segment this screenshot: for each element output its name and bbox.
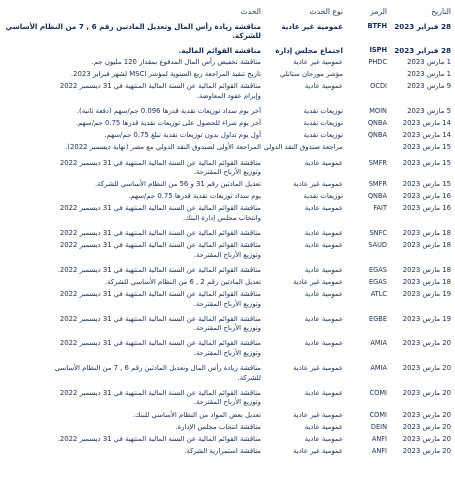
event-line: مناقشة القوائم المالية عن السنة المالية المنتهية في 31 ديسمبر 2022	[59, 204, 261, 213]
ticker-symbol: BTFH	[367, 21, 387, 30]
event-description	[4, 158, 261, 178]
event-date: 14 مارس 2023	[402, 131, 451, 140]
event-type: عمومية عادية	[304, 204, 343, 213]
event-description	[4, 388, 261, 408]
event-line: المراجعة الأولى لصندوق النقد الدولي مع مصر (نهاية ديسمبر 2022).	[65, 143, 261, 152]
event-date: 20 مارس 2023	[402, 422, 451, 431]
event-line: للشركة.	[232, 31, 261, 41]
event-description	[4, 131, 261, 141]
event-description	[4, 339, 261, 359]
ticker-symbol: AMIA	[370, 364, 387, 373]
ticker-symbol: ANFI	[371, 446, 387, 455]
event-description	[4, 204, 261, 224]
table-row	[4, 58, 451, 68]
event-line: مناقشة استمرارية الشركة.	[184, 446, 261, 455]
event-description	[4, 82, 261, 102]
event-type: عمومية غير عادية	[293, 180, 343, 189]
table-row	[4, 158, 451, 178]
event-type: مؤشر مورجان ستانلي	[279, 70, 343, 79]
event-type: عمومية عادية	[304, 422, 343, 431]
table-row	[4, 70, 451, 80]
event-type: عمومية عادية	[304, 339, 343, 348]
ticker-symbol: DEIN	[370, 422, 387, 431]
ticker-symbol: ISPH	[369, 46, 387, 55]
event-line: مناقشة زيادة رأس المال وتعديل المادتين رقم 6 , 7 من النظام الأساسي	[5, 21, 261, 31]
event-line: مناقشة القوائم المالية عن السنة المالية المنتهية في 31 ديسمبر 2022	[59, 290, 261, 299]
table-row	[4, 339, 451, 359]
table-body	[4, 21, 451, 456]
table-header	[4, 2, 451, 16]
event-line: مناقشة القوائم المالية عن السنة المالية المنتهية في 31 ديسمبر 2022	[59, 229, 261, 238]
table-row	[4, 364, 451, 384]
event-date: 18 مارس 2023	[402, 229, 451, 238]
table-row	[4, 204, 451, 224]
event-type: عمومية غير عادية	[293, 410, 343, 419]
table-row	[4, 180, 451, 190]
event-type: توزيعات نقدية	[303, 119, 343, 128]
event-date: 16 مارس 2023	[402, 192, 451, 201]
event-description	[4, 422, 261, 432]
event-line: مناقشة القوائم المالية عن السنة المالية المنتهية في 31 ديسمبر 2022	[59, 388, 261, 397]
ticker-symbol: MOIN	[369, 107, 387, 116]
event-date: 20 مارس 2023	[402, 339, 451, 348]
event-date: 20 مارس 2023	[402, 388, 451, 397]
ticker-symbol: QNBA	[367, 192, 387, 201]
header-date: التاريخ	[431, 7, 451, 16]
event-date: 15 مارس 2023	[402, 158, 451, 167]
event-description	[4, 143, 261, 153]
table-row	[4, 143, 451, 153]
table-row	[4, 265, 451, 275]
event-line: وانتخاب مجلس إدارة البنك.	[182, 214, 261, 222]
table-row	[4, 314, 451, 334]
event-type: عمومية عادية	[304, 229, 343, 238]
event-date: 15 مارس 2023	[402, 143, 451, 152]
event-description	[4, 107, 261, 117]
ticker-symbol: EGAS	[369, 277, 387, 286]
event-date: 18 مارس 2023	[402, 241, 451, 250]
ticker-symbol	[343, 143, 387, 153]
event-line: مناقشة القوائم المالية عن السنة المالية المنتهية في 31 ديسمبر 2022	[59, 339, 261, 348]
table-row	[4, 131, 451, 141]
header-event: الحدث	[240, 7, 261, 16]
table-row	[4, 82, 451, 102]
event-description	[4, 70, 261, 80]
event-line: مناقشة القوائم المالية عن السنة المالية المنتهية في 31 ديسمبر 2022.	[57, 265, 261, 274]
event-type: عمومية عادية	[304, 82, 343, 91]
table-row	[4, 277, 451, 287]
event-type: عمومية غير عادية	[293, 364, 343, 373]
event-line: مناقشة تخفيض رأس المال المدفوع بمقدار 120 مليون جم.	[91, 58, 261, 67]
event-description	[4, 265, 261, 275]
event-type: عمومية عادية	[304, 388, 343, 397]
event-line: وتوزيع الأرباح المقترحة.	[193, 349, 261, 358]
ticker-symbol: QNBA	[367, 131, 387, 140]
ticker-symbol: ATLC	[370, 290, 387, 299]
event-date: 18 مارس 2023	[402, 277, 451, 286]
ticker-symbol: SMFR	[368, 180, 387, 189]
event-line: وتوزيع الأرباح المقترحة.	[193, 398, 261, 407]
event-description	[4, 180, 261, 190]
table-row	[4, 241, 451, 261]
ticker-symbol: SAUD	[368, 241, 387, 250]
event-line: مناقشة القوائم المالية عن السنة المالية المنتهية في 31 ديسمبر 2022	[59, 158, 261, 167]
event-type: مراجعة صندوق النقد الدولي	[263, 143, 343, 152]
ticker-symbol: COMI	[369, 410, 387, 419]
event-date: 14 مارس 2023	[402, 119, 451, 128]
table-row	[4, 192, 451, 202]
event-date: 19 مارس 2023	[402, 314, 451, 323]
event-description	[4, 46, 261, 56]
event-type: توزيعات نقدية	[303, 107, 343, 116]
event-description	[4, 446, 261, 456]
event-description	[4, 314, 261, 334]
event-date: 16 مارس 2023	[402, 204, 451, 213]
event-type: عمومية عادية	[304, 434, 343, 443]
ticker-symbol: EGBE	[369, 314, 387, 323]
event-line: وتوزيع الأرباح المقترحة.	[193, 250, 261, 259]
event-date: 20 مارس 2023	[402, 434, 451, 443]
event-date: 5 مارس 2023	[407, 107, 451, 116]
event-date: 20 مارس 2023	[402, 446, 451, 455]
event-line: أول يوم تداول بدون توزيعات نقدية تبلغ 0.75 جم/سهم.	[104, 131, 261, 140]
event-type: عمومية غير عادية	[281, 21, 343, 31]
event-line: تعديل المادتين رقم 2 , 6 من النظام الأساسي للشركة.	[104, 277, 261, 286]
event-type: توزيعات نقدية	[303, 131, 343, 140]
ticker-symbol	[343, 70, 387, 80]
event-type: عمومية عادية	[304, 158, 343, 167]
ticker-symbol: ANFI	[371, 434, 387, 443]
ticker-symbol: PHDC	[368, 58, 387, 67]
event-description	[4, 229, 261, 239]
event-date: 19 مارس 2023	[402, 290, 451, 299]
event-type: عمومية عادية	[304, 290, 343, 299]
ticker-symbol: QNBA	[367, 119, 387, 128]
event-date: 1 مارس 2023	[407, 58, 451, 67]
table-row	[4, 388, 451, 408]
event-line: تعديل بعض المواد من النظام الأساسي للبنك.	[132, 410, 261, 419]
event-description	[4, 119, 261, 129]
event-type: اجتماع مجلس إدارة	[275, 46, 343, 56]
event-date: 20 مارس 2023	[402, 364, 451, 373]
table-row	[4, 229, 451, 239]
ticker-symbol: SNFC	[369, 229, 387, 238]
event-line: مناقشة القوائم المالية عن السنة المالية المنتهية في 31 ديسمبر 2022	[59, 314, 261, 323]
event-line: وإبرام عقود المعاوضة.	[196, 92, 261, 101]
event-type: عمومية غير عادية	[293, 277, 343, 286]
ticker-symbol: EGAS	[369, 265, 387, 274]
ticker-symbol: SMFR	[368, 158, 387, 167]
event-date: 9 مارس 2023	[407, 82, 451, 91]
event-description	[4, 277, 261, 287]
table-row	[4, 446, 451, 456]
event-type: عمومية غير عادية	[293, 446, 343, 455]
event-line: يوم سداد توزيعات نقدية قدرها 0.75 جم/سهم.	[128, 192, 261, 201]
table-row	[4, 21, 451, 41]
event-description	[4, 434, 261, 444]
event-line: آخر يوم شراء للحصول على توزيعات نقدية قدرها 0.75 جم/سهم.	[75, 119, 261, 128]
table-row	[4, 46, 451, 56]
event-date: 28 فبراير 2023	[394, 21, 451, 31]
table-row	[4, 434, 451, 444]
event-description	[4, 21, 261, 41]
event-line: تعديل المادتين رقم 31 و 56 من النظام الأساسي للشركة.	[94, 180, 261, 189]
event-description	[4, 410, 261, 420]
table-row	[4, 119, 451, 129]
event-line: مناقشة القوائم المالية.	[178, 46, 261, 56]
event-description	[4, 290, 261, 310]
event-date: 15 مارس 2023	[402, 180, 451, 189]
event-line: آخر يوم سداد توزيعات نقدية قدرها 0.096 جم/سهم (دفعة ثانية).	[76, 107, 261, 116]
event-line: وتوزيع الأرباح المقترحة.	[193, 324, 261, 333]
header-symbol: الرمز	[370, 7, 387, 16]
event-line: تاريخ تنفيذ المراجعة ربع السنوية لمؤشر MSCI لشهر فبراير 2023.	[70, 70, 261, 79]
table-row	[4, 422, 451, 432]
event-type: عمومية غير عادية	[293, 58, 343, 67]
event-description	[4, 364, 261, 384]
ticker-symbol: COMI	[369, 388, 387, 397]
event-line: وتوزيع الأرباح المقترحة.	[193, 168, 261, 177]
table-row	[4, 410, 451, 420]
event-line: مناقشة انتخاب مجلس الإدارة.	[175, 422, 261, 431]
event-type: عمومية عادية	[304, 314, 343, 323]
event-description	[4, 192, 261, 202]
event-date: 20 مارس 2023	[402, 410, 451, 419]
event-date: 28 فبراير 2023	[394, 46, 451, 56]
ticker-symbol: OCDI	[370, 82, 387, 91]
event-type: عمومية عادية	[304, 265, 343, 274]
header-type: نوع الحدث	[309, 7, 343, 16]
ticker-symbol: FAIT	[373, 204, 387, 213]
table-row	[4, 107, 451, 117]
event-line: مناقشة القوائم المالية عن السنة المالية المنتهية في 31 ديسمبر 2022	[59, 241, 261, 250]
event-type: عمومية عادية	[304, 241, 343, 250]
event-line: مناقشة زيادة رأس المال وتعديل المادتين رقم 6 , 7 من النظام الأساسي	[54, 364, 261, 373]
event-description	[4, 58, 261, 68]
event-date: 18 مارس 2023	[402, 265, 451, 274]
table-row	[4, 290, 451, 310]
event-description	[4, 241, 261, 261]
event-line: للشركة.	[237, 373, 261, 382]
event-date: 1 مارس 2023	[407, 70, 451, 79]
event-line: مناقشة القوائم المالية عن السنة المالية المنتهية في 31 ديسمبر 2022.	[57, 434, 261, 443]
event-line: مناقشة القوائم المالية عن السنة المالية المنتهية في 31 ديسمبر 2022	[59, 82, 261, 91]
ticker-symbol: AMIA	[370, 339, 387, 348]
event-line: وتوزيع الأرباح المقترحة.	[193, 299, 261, 308]
event-type: توزيعات نقدية	[303, 192, 343, 201]
